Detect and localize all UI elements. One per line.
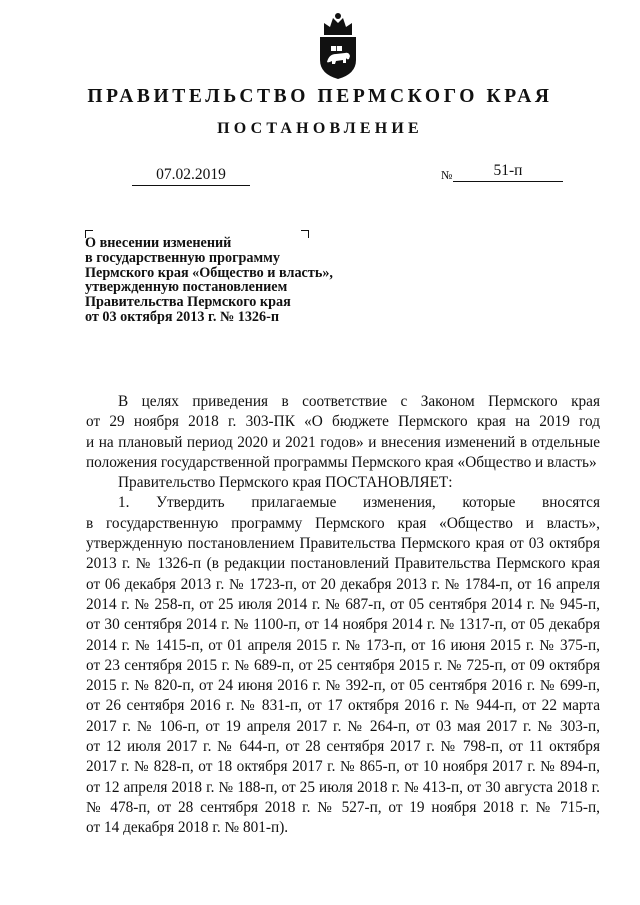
- subject-line: Пермского края «Общество и власть»,: [85, 264, 333, 281]
- document-subject: [85, 236, 385, 325]
- subject-line: Правительства Пермского края: [85, 294, 291, 311]
- body-line: 2014 г. № 1415-п, от 01 апреля 2015 г. № 173-п, от 16 июня 2015 г. № 375-п,: [86, 636, 600, 654]
- body-line: 2015 г. № 820-п, от 24 июня 2016 г. № 392-п, от 05 сентября 2016 г. № 699-п,: [86, 677, 600, 695]
- body-line: 1. Утвердить прилагаемые изменения, которые вносятся: [118, 494, 600, 512]
- body-line: 2017 г. № 828-п, от 18 октября 2017 г. № 865-п, от 10 ноября 2017 г. № 894-п,: [86, 758, 600, 776]
- body-line: и на плановый период 2020 и 2021 годов» и внесения изменений в отдельные: [86, 433, 600, 451]
- body-line: от 06 декабря 2013 г. № 1723-п, от 20 декабря 2013 г. № 1784-п, от 16 апреля: [86, 575, 600, 593]
- perm-krai-coat-of-arms-icon: [316, 10, 360, 80]
- body-line: Правительство Пермского края ПОСТАНОВЛЯЕТ:: [118, 474, 453, 492]
- body-line: утвержденную постановлением Правительства Пермского края от 03 октября: [86, 535, 600, 553]
- body-line: 2014 г. № 258-п, от 25 июля 2014 г. № 687-п, от 05 сентября 2014 г. № 945-п,: [86, 595, 600, 613]
- body-line: № 478-п, от 28 сентября 2018 г. № 527-п, от 19 ноября 2018 г. № 715-п,: [86, 798, 600, 816]
- body-line: 2017 г. № 106-п, от 19 апреля 2017 г. № 264-п, от 03 мая 2017 г. № 303-п,: [86, 717, 600, 735]
- document-date: 07.02.2019: [132, 166, 250, 186]
- body-line: от 30 сентября 2014 г. № 1100-п, от 14 ноября 2014 г. № 1317-п, от 05 декабря: [86, 616, 600, 634]
- subject-line: О внесении изменений: [85, 235, 232, 251]
- body-line: от 12 апреля 2018 г. № 188-п, от 25 июля 2018 г. № 413-п, от 30 августа 2018 г.: [86, 778, 600, 796]
- paragraph-resolves: [86, 473, 600, 493]
- body-line: 2013 г. № 1326-п (в редакции постановлений Правительства Пермского края: [86, 555, 600, 573]
- subject-line: утвержденную постановлением: [85, 279, 288, 296]
- body-line: от 23 сентября 2015 г. № 689-п, от 25 сентября 2015 г. № 725-п, от 09 октября: [86, 656, 600, 674]
- document-number: 51-п: [453, 162, 563, 182]
- body-line: положения государственной программы Пермского края «Общество и власть»: [86, 453, 597, 471]
- government-title: ПРАВИТЕЛЬСТВО ПЕРМСКОГО КРАЯ: [87, 86, 553, 107]
- body-line: от 12 июля 2017 г. № 644-п, от 28 сентября 2017 г. № 798-п, от 11 октября: [86, 738, 600, 756]
- subject-line: в государственную программу: [85, 249, 280, 266]
- document-type: ПОСТАНОВЛЕНИЕ: [217, 120, 423, 137]
- body-line: от 14 декабря 2018 г. № 801-п).: [86, 819, 289, 837]
- number-label: №: [441, 168, 453, 182]
- body-line: от 29 ноября 2018 г. 303-ПК «О бюджете Пермского края на 2019 год: [86, 413, 600, 431]
- body-line: от 26 сентября 2016 г. № 831-п, от 17 октября 2016 г. № 944-п, от 22 марта: [86, 697, 600, 715]
- subject-line: от 03 октября 2013 г. № 1326-п: [85, 308, 280, 325]
- paragraph-item-1: [86, 493, 600, 838]
- body-line: в государственную программу Пермского края «Общество и власть»,: [86, 514, 600, 532]
- paragraph-preamble: [86, 392, 600, 473]
- document-body: [86, 392, 600, 839]
- body-line: В целях приведения в соответствие с Законом Пермского края: [118, 393, 600, 410]
